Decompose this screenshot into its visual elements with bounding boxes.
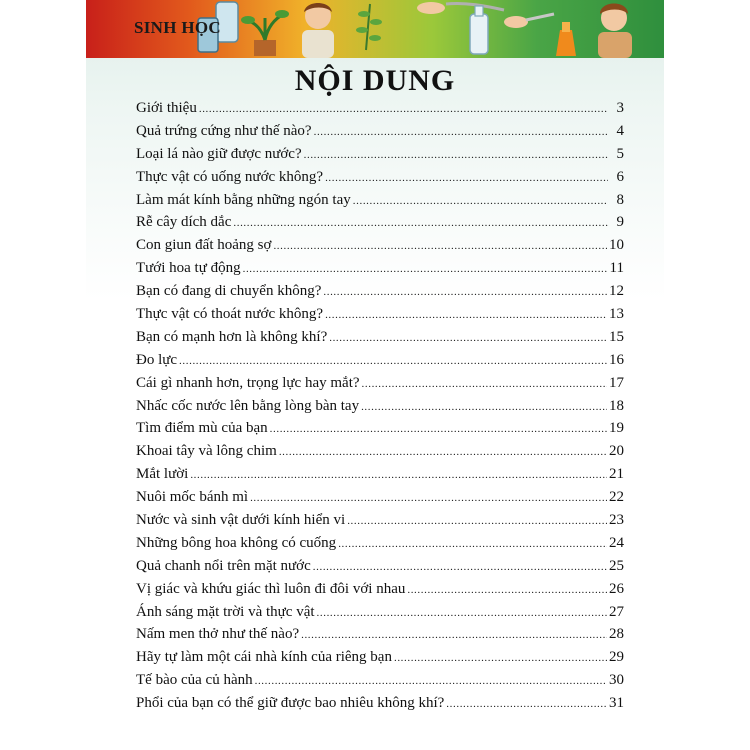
toc-entry-title: Hãy tự làm một cái nhà kính của riêng bạn (136, 649, 392, 666)
toc-entry[interactable] (136, 486, 624, 509)
toc-entry[interactable] (136, 143, 624, 166)
dot-leader (270, 418, 607, 441)
toc-entry-page: 22 (609, 489, 624, 506)
toc-entry-title: Vị giác và khứu giác thì luôn đi đôi với nhau (136, 580, 406, 597)
toc-entry-page: 15 (609, 328, 624, 345)
toc-entry[interactable] (136, 669, 624, 692)
toc-entry-page: 30 (609, 672, 624, 689)
toc-entry[interactable] (136, 97, 624, 120)
dot-leader (446, 693, 607, 716)
toc-entry-page: 21 (609, 466, 624, 483)
toc-entry-title: Những bông hoa không có cuống (136, 534, 337, 551)
dot-leader (338, 533, 607, 556)
toc-entry-page: 9 (616, 214, 624, 231)
toc-entry-title: Quả chanh nổi trên mặt nước (136, 557, 311, 574)
toc-entry[interactable] (136, 372, 624, 395)
toc-entry[interactable] (136, 303, 624, 326)
toc-entry-page: 20 (609, 443, 624, 460)
toc-entry[interactable] (136, 120, 624, 143)
toc-entry-page: 10 (609, 237, 624, 254)
toc-entry[interactable] (136, 166, 624, 189)
toc-entry-title: Bạn có mạnh hơn là không khí? (136, 328, 328, 345)
dot-leader (243, 258, 608, 281)
toc-entry-page: 19 (609, 420, 624, 437)
toc-entry-title: Làm mát kính bằng những ngón tay (136, 191, 351, 208)
toc-entry[interactable] (136, 646, 624, 669)
toc-entry-page: 12 (609, 283, 624, 300)
dot-leader (407, 579, 607, 602)
toc-entry-title: Tưới hoa tự động (136, 260, 241, 277)
toc-entry[interactable] (136, 395, 624, 418)
toc-entry-page: 11 (609, 260, 624, 277)
toc-entry-page: 27 (609, 603, 624, 620)
toc-entry-title: Phổi của bạn có thể giữ được bao nhiêu không khí? (136, 695, 445, 712)
toc-entry[interactable] (136, 532, 624, 555)
toc-entry[interactable] (136, 417, 624, 440)
toc-entry[interactable] (136, 280, 624, 303)
toc-entry[interactable] (136, 692, 624, 715)
toc-entry[interactable] (136, 623, 624, 646)
toc-entry-title: Con giun đất hoảng sợ (136, 237, 272, 254)
toc-entry-page: 24 (609, 534, 624, 551)
toc-entry-page: 31 (609, 695, 624, 712)
toc-entry[interactable] (136, 189, 624, 212)
toc-entry-page: 5 (616, 145, 624, 162)
toc-entry-title: Đo lực (136, 351, 178, 368)
toc-entry-page: 13 (609, 306, 624, 323)
dot-leader (317, 602, 607, 625)
toc-entry-page: 8 (616, 191, 624, 208)
dot-leader (301, 624, 607, 647)
toc-entry-title: Cái gì nhanh hơn, trọng lực hay mắt? (136, 374, 360, 391)
toc-entry-title: Mắt lười (136, 466, 189, 483)
toc-entry-title: Khoai tây và lông chim (136, 443, 277, 460)
dot-leader (255, 670, 607, 693)
toc-entry-page: 26 (609, 580, 624, 597)
section-label: SINH HỌC (134, 18, 221, 37)
toc-entry-title: Tế bào của củ hành (136, 672, 253, 689)
toc-entry-title: Ánh sáng mặt trời và thực vật (136, 603, 315, 620)
toc-entry-page: 3 (616, 100, 624, 116)
header-banner (86, 0, 664, 58)
toc-entry-page: 23 (609, 512, 624, 529)
toc-entry-title: Giới thiệu (136, 100, 197, 116)
toc-entry-title: Loại lá nào giữ được nước? (136, 145, 302, 162)
toc-entry-page: 28 (609, 626, 624, 643)
dot-leader (314, 121, 608, 144)
toc-entry-page: 6 (616, 168, 624, 185)
toc-entry-title: Quả trứng cứng như thế nào? (136, 122, 312, 139)
dot-leader (304, 144, 608, 167)
toc-entry-title: Nước và sinh vật dưới kính hiển vi (136, 512, 346, 529)
dot-leader (273, 235, 607, 258)
toc-entry[interactable] (136, 509, 624, 532)
toc-entry-title: Nuôi mốc bánh mì (136, 489, 249, 506)
table-of-contents (136, 97, 624, 715)
dot-leader (323, 281, 607, 304)
dot-leader (394, 647, 607, 670)
dot-leader (313, 556, 607, 579)
toc-entry[interactable] (136, 349, 624, 372)
dot-leader (347, 510, 607, 533)
dot-leader (250, 487, 607, 510)
toc-entry[interactable] (136, 555, 624, 578)
toc-entry-title: Thực vật có uống nước không? (136, 168, 324, 185)
page-title: NỘI DUNG (294, 64, 456, 97)
dot-leader (179, 350, 607, 373)
toc-entry-page: 18 (609, 397, 624, 414)
toc-entry-page: 29 (609, 649, 624, 666)
toc-entry[interactable] (136, 211, 624, 234)
dot-leader (233, 212, 608, 235)
toc-entry-page: 25 (609, 557, 624, 574)
dot-leader (325, 304, 607, 327)
toc-entry-title: Thực vật có thoát nước không? (136, 306, 324, 323)
toc-entry-title: Tìm điểm mù của bạn (136, 420, 268, 437)
toc-entry-page: 16 (609, 351, 624, 368)
dot-leader (361, 396, 607, 419)
toc-entry[interactable] (136, 440, 624, 463)
toc-entry[interactable] (136, 601, 624, 624)
dot-leader (353, 190, 608, 213)
toc-entry-page: 4 (616, 122, 624, 139)
dot-leader (325, 167, 608, 190)
toc-entry[interactable] (136, 234, 624, 257)
toc-entry[interactable] (136, 326, 624, 349)
toc-entry-title: Nhấc cốc nước lên bằng lòng bàn tay (136, 397, 360, 414)
dot-leader (279, 441, 607, 464)
dot-leader (190, 464, 607, 487)
toc-entry[interactable] (136, 578, 624, 601)
toc-entry[interactable] (136, 257, 624, 280)
toc-entry[interactable] (136, 463, 624, 486)
toc-entry-title: Bạn có đang di chuyển không? (136, 283, 322, 300)
dot-leader (329, 327, 607, 350)
dot-leader (362, 373, 607, 396)
toc-entry-title: Rễ cây dích dắc (136, 214, 232, 231)
toc-entry-title: Nấm men thở như thế nào? (136, 626, 300, 643)
toc-entry-page: 17 (609, 374, 624, 391)
dot-leader (199, 98, 608, 121)
